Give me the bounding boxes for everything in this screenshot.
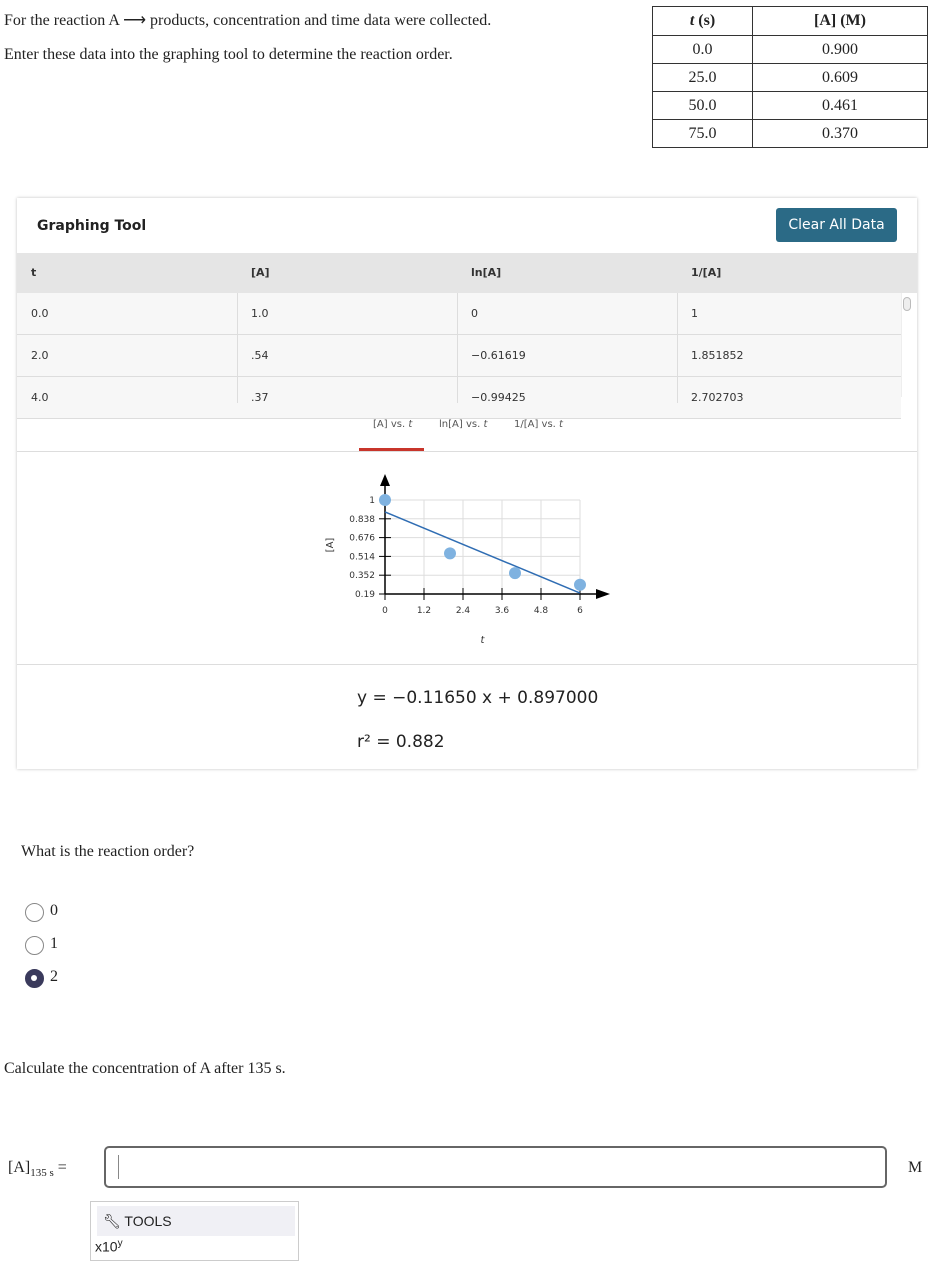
y-tick-label: 1	[369, 496, 375, 506]
grid-cell[interactable]: .37	[251, 391, 269, 404]
data-grid	[17, 253, 917, 404]
radio-order-0[interactable]	[25, 903, 44, 922]
grid-cell: 1.851852	[691, 349, 744, 362]
grid-cell: −0.61619	[471, 349, 526, 362]
plot-tabs	[17, 397, 917, 452]
grid-header	[17, 253, 917, 293]
grid-divider	[457, 293, 458, 403]
radio-label-2: 2	[50, 968, 58, 985]
concentration-time-table	[652, 6, 928, 148]
grid-cell[interactable]: .54	[251, 349, 269, 362]
grid-cell[interactable]: 0.0	[31, 307, 49, 320]
data-point	[574, 579, 586, 591]
regression-line	[385, 512, 580, 593]
intro-line-2: Enter these data into the graphing tool to determine the reaction order.	[4, 46, 453, 63]
data-point	[509, 567, 521, 579]
col-header-t: t	[31, 266, 37, 279]
concentration-header: [A] (M)	[753, 7, 928, 36]
question-reaction-order: What is the reaction order?	[21, 843, 195, 860]
grid-cell[interactable]: 4.0	[31, 391, 49, 404]
x-tick-label: 6	[577, 606, 583, 616]
unit-label: M	[908, 1159, 923, 1176]
table-cell: 0.609	[753, 64, 928, 92]
x-tick-label: 4.8	[533, 606, 549, 616]
text-caret	[118, 1155, 119, 1179]
table-row[interactable]	[17, 335, 901, 377]
concentration-answer-input[interactable]	[104, 1146, 887, 1188]
y-tick-label: 0.19	[354, 590, 375, 600]
grid-scrollbar-thumb[interactable]	[903, 297, 911, 311]
grid-divider	[237, 293, 238, 403]
tab-ln-a-vs-t[interactable]: ln[A] vs. t	[439, 419, 488, 430]
time-header: t (s)	[653, 7, 753, 36]
question-concentration: Calculate the concentration of A after 135 s.	[4, 1060, 286, 1077]
grid-divider	[677, 293, 678, 403]
y-tick-label: 0.352	[349, 571, 375, 582]
col-header-ln-a: ln[A]	[471, 266, 502, 279]
x-axis-arrow	[596, 589, 610, 599]
plot-area	[17, 452, 917, 665]
table-cell: 0.370	[753, 120, 928, 148]
x-axis-label: t	[480, 635, 485, 646]
scatter-plot	[17, 452, 917, 665]
table-cell: 25.0	[653, 64, 753, 92]
data-point	[379, 494, 391, 506]
graphing-tool	[17, 198, 917, 769]
x-tick-label: 3.6	[494, 606, 510, 616]
y-tick-label: 0.676	[349, 533, 375, 544]
radio-label-0: 0	[50, 902, 58, 919]
intro-line-1: For the reaction A ⟶ products, concentration and time data were collected.	[4, 12, 492, 29]
table-cell: 0.461	[753, 92, 928, 120]
y-tick-label: 0.838	[349, 514, 375, 525]
active-tab-indicator	[359, 448, 424, 451]
data-point	[444, 547, 456, 559]
x10-exponent-button[interactable]: x10$^y$	[95, 1238, 123, 1255]
regression-equation: y = −0.11650 x + 0.897000	[357, 688, 599, 708]
tools-button[interactable]: 🔧︎ TOOLS	[97, 1206, 295, 1236]
radio-order-1[interactable]	[25, 936, 44, 955]
grid-cell: 2.702703	[691, 391, 744, 404]
x-tick-label: 2.4	[455, 606, 471, 616]
radio-label-1: 1	[50, 935, 58, 952]
r-squared: r² = 0.882	[357, 732, 445, 752]
x-tick-label: 0	[382, 606, 388, 616]
y-axis-label: [A]	[325, 537, 336, 553]
grid-cell[interactable]: 1.0	[251, 307, 269, 320]
table-cell: 50.0	[653, 92, 753, 120]
grid-cell: 0	[471, 307, 478, 320]
x-tick-label: 1.2	[416, 606, 432, 616]
table-row[interactable]	[17, 293, 901, 335]
tab-a-vs-t[interactable]: [A] vs. t	[373, 419, 413, 430]
table-cell: 0.900	[753, 36, 928, 64]
y-axis-arrow	[380, 474, 390, 486]
grid-cell: −0.99425	[471, 391, 526, 404]
answer-label: $[A]_{135 s}$ =	[8, 1159, 67, 1180]
graphing-tool-title: Graphing Tool	[37, 218, 147, 234]
table-cell: 0.0	[653, 36, 753, 64]
clear-all-data-button[interactable]: Clear All Data	[776, 208, 897, 242]
radio-order-2[interactable]	[25, 969, 44, 988]
tab-inv-a-vs-t[interactable]: 1/[A] vs. t	[514, 419, 563, 430]
tools-panel	[90, 1201, 299, 1261]
wrench-icon: 🔧︎	[103, 1213, 121, 1229]
y-tick-label: 0.514	[349, 552, 375, 563]
grid-cell[interactable]: 2.0	[31, 349, 49, 362]
col-header-a: [A]	[251, 266, 270, 279]
table-cell: 75.0	[653, 120, 753, 148]
col-header-inv-a: 1/[A]	[691, 266, 722, 279]
grid-cell: 1	[691, 307, 698, 320]
